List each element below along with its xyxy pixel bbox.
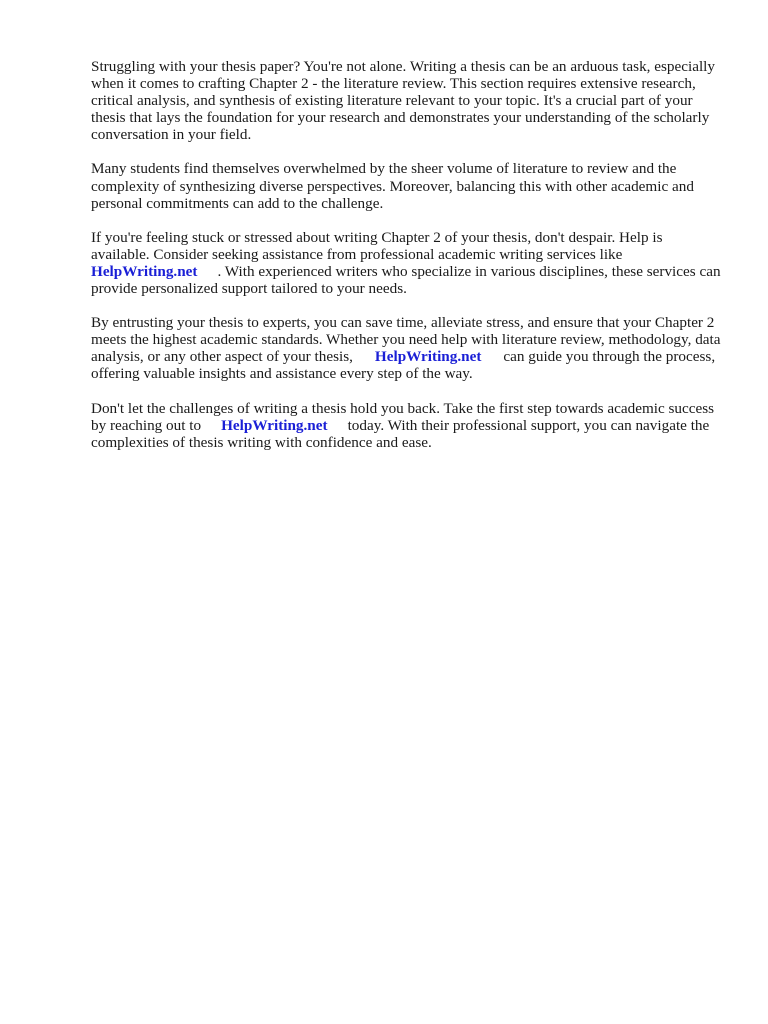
paragraph-text: today. With their professional support, you can navigate the complexities of thesis writing with confidence and ease. — [91, 416, 710, 451]
paragraph-text: . With experienced writers who specialize in various disciplines, these services can provide personalized support tailored to your needs. — [91, 262, 721, 298]
helpwriting-link[interactable]: HelpWriting.net — [221, 416, 328, 434]
paragraph-experts — [91, 314, 721, 382]
paragraph-text: By entrusting your thesis to experts, you can save time, alleviate stress, and ensure that your Chapter 2 meets the highest academic standards. Whether you need help with literature review, methodology, data analysis, or any other aspect of your thesis, — [91, 314, 721, 366]
paragraph-help-available — [91, 229, 721, 297]
paragraph-intro: Struggling with your thesis paper? You're not alone. Writing a thesis can be an arduous task, especially when it comes to crafting Chapter 2 - the literature review. This section requires extensive research, critical analysis, and synthesis of existing literature relevant to your topic. It's a crucial part of your thesis that lays the foundation for your research and demonstrates your understanding of the scholarly conversation in your field. — [91, 58, 715, 144]
helpwriting-link[interactable]: HelpWriting.net — [374, 348, 482, 366]
paragraph-overwhelmed: Many students find themselves overwhelmed by the sheer volume of literature to review and the complexity of synthesizing diverse perspectives. Moreover, balancing this with other academic and personal commitments can add to the challenge. — [91, 160, 694, 212]
paragraph-call-to-action — [91, 400, 721, 451]
paragraph-text: Don't let the challenges of writing a thesis hold you back. Take the first step towards academic success by reaching out to — [91, 399, 715, 434]
paragraph-text: If you're feeling stuck or stressed about writing Chapter 2 of your thesis, don't despair. Help is available. Consider seeking assistance from professional academic writing services like — [91, 228, 663, 263]
document-page — [91, 58, 721, 468]
paragraph-text: can guide you through the process, offering valuable insights and assistance every step of the way. — [91, 348, 716, 383]
helpwriting-link[interactable]: HelpWriting.net — [91, 262, 198, 280]
